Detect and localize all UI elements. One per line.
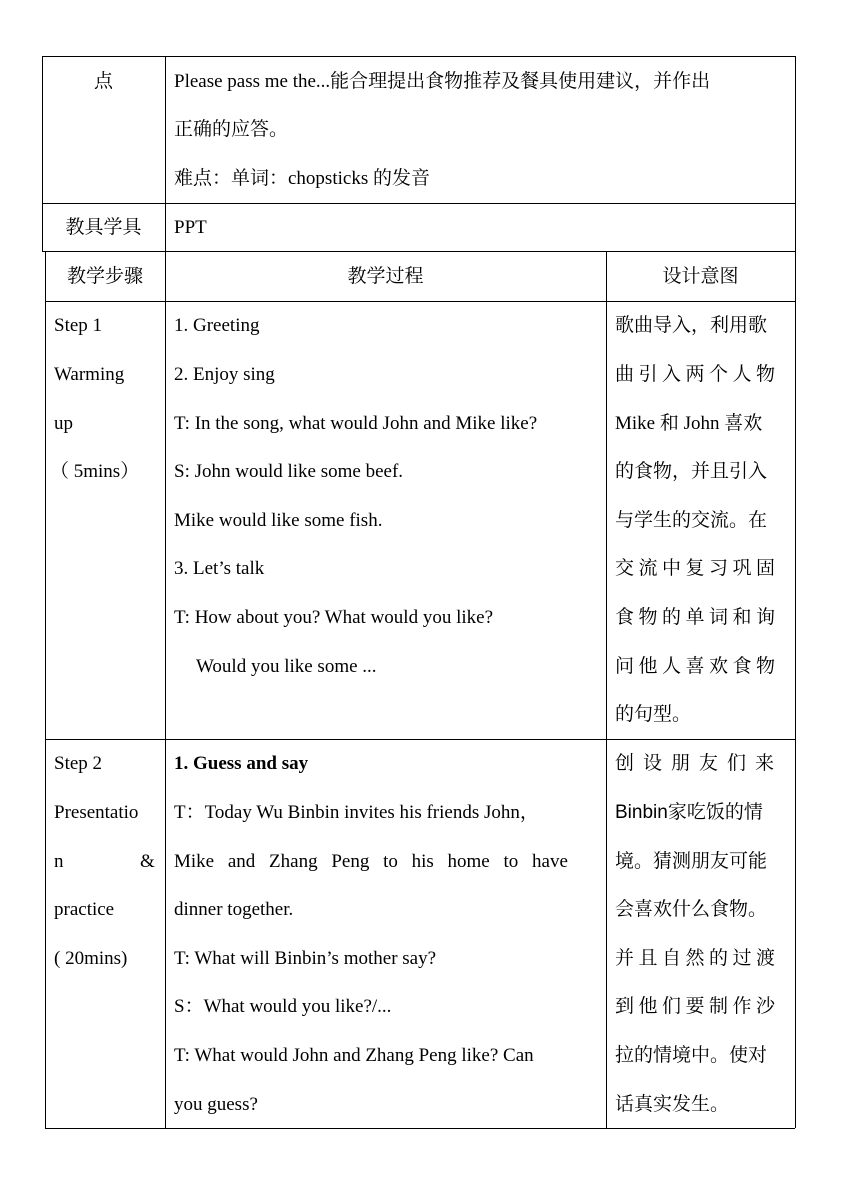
step1-process-line: Mike would like some fish. <box>174 510 383 531</box>
border-left-lower <box>45 251 46 1128</box>
header-intent: 设计意图 <box>662 266 739 287</box>
step2-step-line: practice <box>54 899 115 920</box>
step1-intent-line: 曲引入两个人物 <box>615 364 780 385</box>
step2-process-line: T：Today Wu Binbin invites his friends John， <box>174 802 539 823</box>
step2-process-line: T: What would John and Zhang Peng like? Can <box>174 1045 534 1066</box>
step1-intent-line: Mike 和 John 喜欢 <box>615 413 763 434</box>
difficulty-line-3: 难点：单词：chopsticks 的发音 <box>174 168 430 189</box>
header-process: 教学过程 <box>347 266 424 287</box>
step1-process-line: T: In the song, what would John and Mike like? <box>174 413 538 434</box>
border-row-3 <box>45 301 795 302</box>
border-right <box>795 56 796 1128</box>
step2-intent-line: 话真实发生。 <box>615 1094 730 1115</box>
step2-intent-line: 境。猜测朋友可能 <box>615 851 768 872</box>
step2-process-line: S：What would you like?/... <box>174 996 392 1017</box>
aids-label: 教具学具 <box>65 217 142 238</box>
border-top <box>42 56 795 57</box>
header-steps: 教学步骤 <box>66 266 143 287</box>
step2-step-line: n <box>54 851 64 872</box>
border-col-2 <box>606 251 607 1128</box>
difficulty-line-2: 正确的应答。 <box>174 119 289 140</box>
step2-intent-line: 到他们要制作沙 <box>615 996 780 1017</box>
difficulty-line-1: Please pass me the...能合理提出食物推荐及餐具使用建议，并作出 <box>174 71 711 92</box>
step1-step-line: Step 1 <box>54 315 103 336</box>
step2-step-line: Step 2 <box>54 753 103 774</box>
step2-intent-line: 创设朋友们来 <box>615 753 784 774</box>
step2-process-line: T: What will Binbin’s mother say? <box>174 948 437 969</box>
step2-intent-line: 会喜欢什么食物。 <box>615 899 768 920</box>
border-row-2 <box>42 251 795 252</box>
step2-step-line: ( 20mins) <box>54 948 128 969</box>
step2-intent-line: 拉的情境中。使对 <box>615 1045 768 1066</box>
step1-process-line: 1. Greeting <box>174 315 260 336</box>
step1-intent-line: 歌曲导入，利用歌 <box>615 315 768 336</box>
step1-intent-line: 与学生的交流。在 <box>615 510 768 531</box>
step2-process-line: you guess? <box>174 1094 258 1115</box>
step2-process-line: 1. Guess and say <box>174 753 309 774</box>
step1-intent-line: 的句型。 <box>615 704 692 725</box>
step1-step-line: （ 5mins） <box>50 461 140 482</box>
step1-process-line: Would you like some ... <box>196 656 377 677</box>
step2-process-line: Mike and Zhang Peng to his home to have <box>174 851 568 872</box>
border-row-4 <box>45 739 795 740</box>
step2-intent-line: Binbin家吃饭的情 <box>615 802 763 823</box>
border-row-1 <box>42 203 795 204</box>
difficulty-label: 点 <box>93 71 113 92</box>
step1-intent-line: 的食物，并且引入 <box>615 461 768 482</box>
step1-step-line: Warming <box>54 364 125 385</box>
step1-intent-line: 交流中复习巩固 <box>615 558 780 579</box>
step1-intent-line: 问他人喜欢食物 <box>615 656 780 677</box>
step1-process-line: 3. Let’s talk <box>174 558 265 579</box>
step2-process-line: dinner together. <box>174 899 294 920</box>
step2-step-line: & <box>140 851 155 872</box>
border-bottom <box>45 1128 795 1129</box>
step1-process-line: T: How about you? What would you like? <box>174 607 494 628</box>
step1-process-line: 2. Enjoy sing <box>174 364 275 385</box>
step1-process-line: S: John would like some beef. <box>174 461 404 482</box>
step1-intent-line: 食物的单词和询 <box>615 607 780 628</box>
step1-step-line: up <box>54 413 73 434</box>
step2-step-line: Presentatio <box>54 802 139 823</box>
border-col-1 <box>165 56 166 1128</box>
step2-process-heading <box>174 752 308 776</box>
step2-intent-line: 并且自然的过渡 <box>615 948 780 969</box>
aids-value: PPT <box>174 217 207 238</box>
